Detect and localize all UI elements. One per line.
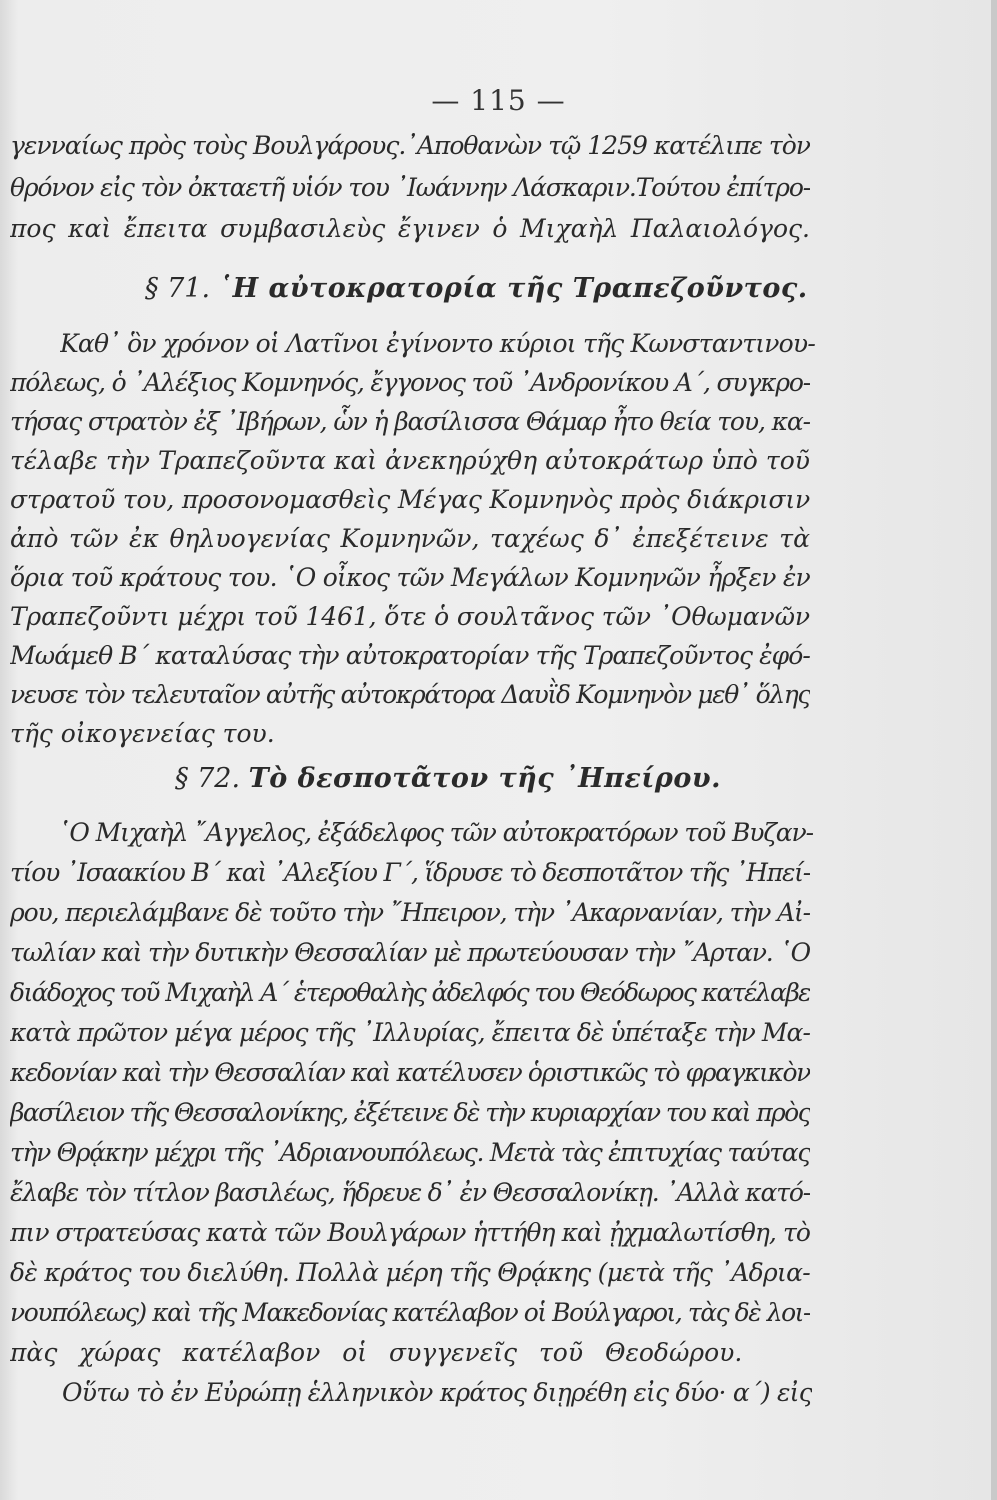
text-line: ρου, περιελάμβανε δὲ τοῦτο τὴν ῎Ηπειρον, τὴν ᾿Ακαρνανίαν, τὴν Αἰ-: [10, 898, 810, 927]
section-72-heading: [0, 760, 997, 798]
text-line: τήσας στρατὸν ἐξ ᾿Ιβήρων, ὧν ἡ βασίλισσα Θάμαρ ἦτο θεία του, κα-: [10, 407, 810, 436]
text-line: ἀπὸ τῶν ἐκ θηλυογενίας Κομνηνῶν, ταχέως δ᾿ ἐπεξέτεινε τὰ: [10, 524, 810, 553]
section-number: § 72.: [175, 763, 241, 794]
text-line: τὴν Θρᾴκην μέχρι τῆς ᾿Αδριανουπόλεως. Μετὰ τὰς ἐπιτυχίας ταύτας: [10, 1138, 810, 1167]
page-number: — 115 —: [431, 84, 566, 117]
text-line: Τραπεζοῦντι μέχρι τοῦ 1461, ὅτε ὁ σουλτᾶνος τῶν ᾿Οθωμανῶν: [10, 602, 810, 631]
text-line: ἔλαβε τὸν τίτλον βασιλέως, ἥδρευε δ᾿ ἐν Θεσσαλονίκῃ. ᾿Αλλὰ κατό-: [10, 1178, 810, 1207]
text-line: γενναίως πρὸς τοὺς Βουλγάρους.᾿Αποθανὼν τῷ 1259 κατέλιπε τὸν: [10, 131, 810, 160]
text-line: διάδοχος τοῦ Μιχαὴλ Α΄ ἑτεροθαλὴς ἀδελφός του Θεόδωρος κατέλαβε: [10, 978, 810, 1007]
text-line: πος καὶ ἔπειτα συμβασιλεὺς ἔγινεν ὁ Μιχαὴλ Παλαιολόγος.: [10, 214, 810, 243]
text-line: πιν στρατεύσας κατὰ τῶν Βουλγάρων ἡττήθη καὶ ᾐχμαλωτίσθη, τὸ: [10, 1218, 810, 1247]
text-line: κεδονίαν καὶ τὴν Θεσσαλίαν καὶ κατέλυσεν ὁριστικῶς τὸ φραγκικὸν: [10, 1058, 810, 1087]
text-line: Μωάμεθ Β΄ καταλύσας τὴν αὐτοκρατορίαν τῆς Τραπεζοῦντος ἐφό-: [10, 641, 810, 670]
text-line: κατὰ πρῶτον μέγα μέρος τῆς ᾿Ιλλυρίας, ἔπειτα δὲ ὑπέταξε τὴν Μα-: [10, 1018, 810, 1047]
text-line: ὅρια τοῦ κράτους του. ῾Ο οἶκος τῶν Μεγάλων Κομνηνῶν ἦρξεν ἐν: [10, 563, 810, 592]
text-line: πὰς χώρας κατέλαβον οἱ συγγενεῖς τοῦ Θεοδώρου.: [10, 1338, 743, 1367]
text-line: πόλεως, ὁ ᾿Αλέξιος Κομνηνός, ἔγγονος τοῦ ᾿Ανδρονίκου Α΄, συγκρο-: [10, 368, 810, 397]
text-line: τίου ᾿Ισαακίου Β΄ καὶ ᾿Αλεξίου Γ΄, ἵδρυσε τὸ δεσποτᾶτον τῆς ᾿Ηπεί-: [10, 858, 810, 887]
text-line: νευσε τὸν τελευταῖον αὐτῆς αὐτοκράτορα Δαυῒδ Κομνηνὸν μεθ᾿ ὅλης: [10, 680, 810, 709]
text-line: Οὕτω τὸ ἐν Εὐρώπῃ ἑλληνικὸν κράτος διῃρέθη εἰς δύο· α΄) εἰς: [62, 1378, 812, 1407]
text-line: τῆς οἰκογενείας του.: [10, 719, 275, 748]
text-line: ῾Ο Μιχαὴλ ῎Αγγελος, ἐξάδελφος τῶν αὐτοκρατόρων τοῦ Βυζαν-: [58, 818, 813, 847]
section-71-heading: [0, 270, 997, 308]
section-title: ῾Η αὐτοκρατορία τῆς Τραπεζοῦντος.: [218, 273, 808, 304]
text-line: Καθ᾿ ὃν χρόνον οἱ Λατῖνοι ἐγίνοντο κύριοι τῆς Κωνσταντινου-: [60, 329, 815, 358]
section-number: § 71.: [145, 273, 211, 304]
text-line: νουπόλεως) καὶ τῆς Μακεδονίας κατέλαβον οἱ Βούλγαροι, τὰς δὲ λοι-: [10, 1298, 810, 1327]
text-line: θρόνον εἰς τὸν ὀκταετῆ υἱόν του ᾿Ιωάννην Λάσκαριν.Τούτου ἐπίτρο-: [10, 173, 810, 202]
text-line: στρατοῦ του, προσονομασθεὶς Μέγας Κομνηνὸς πρὸς διάκρισιν: [10, 485, 810, 514]
text-line: τέλαβε τὴν Τραπεζοῦντα καὶ ἀνεκηρύχθη αὐτοκράτωρ ὑπὸ τοῦ: [10, 446, 810, 475]
text-line: δὲ κράτος του διελύθη. Πολλὰ μέρη τῆς Θρᾴκης (μετὰ τῆς ᾿Αδρια-: [10, 1258, 810, 1287]
text-line: βασίλειον τῆς Θεσσαλονίκης, ἐξέτεινε δὲ τὴν κυριαρχίαν του καὶ πρὸς: [10, 1098, 810, 1127]
page-edge: [991, 0, 997, 1500]
text-line: τωλίαν καὶ τὴν δυτικὴν Θεσσαλίαν μὲ πρωτεύουσαν τὴν ῎Αρταν. ῾Ο: [10, 938, 810, 967]
section-title: Τὸ δεσποτᾶτον τῆς ᾿Ηπείρου.: [248, 763, 721, 794]
